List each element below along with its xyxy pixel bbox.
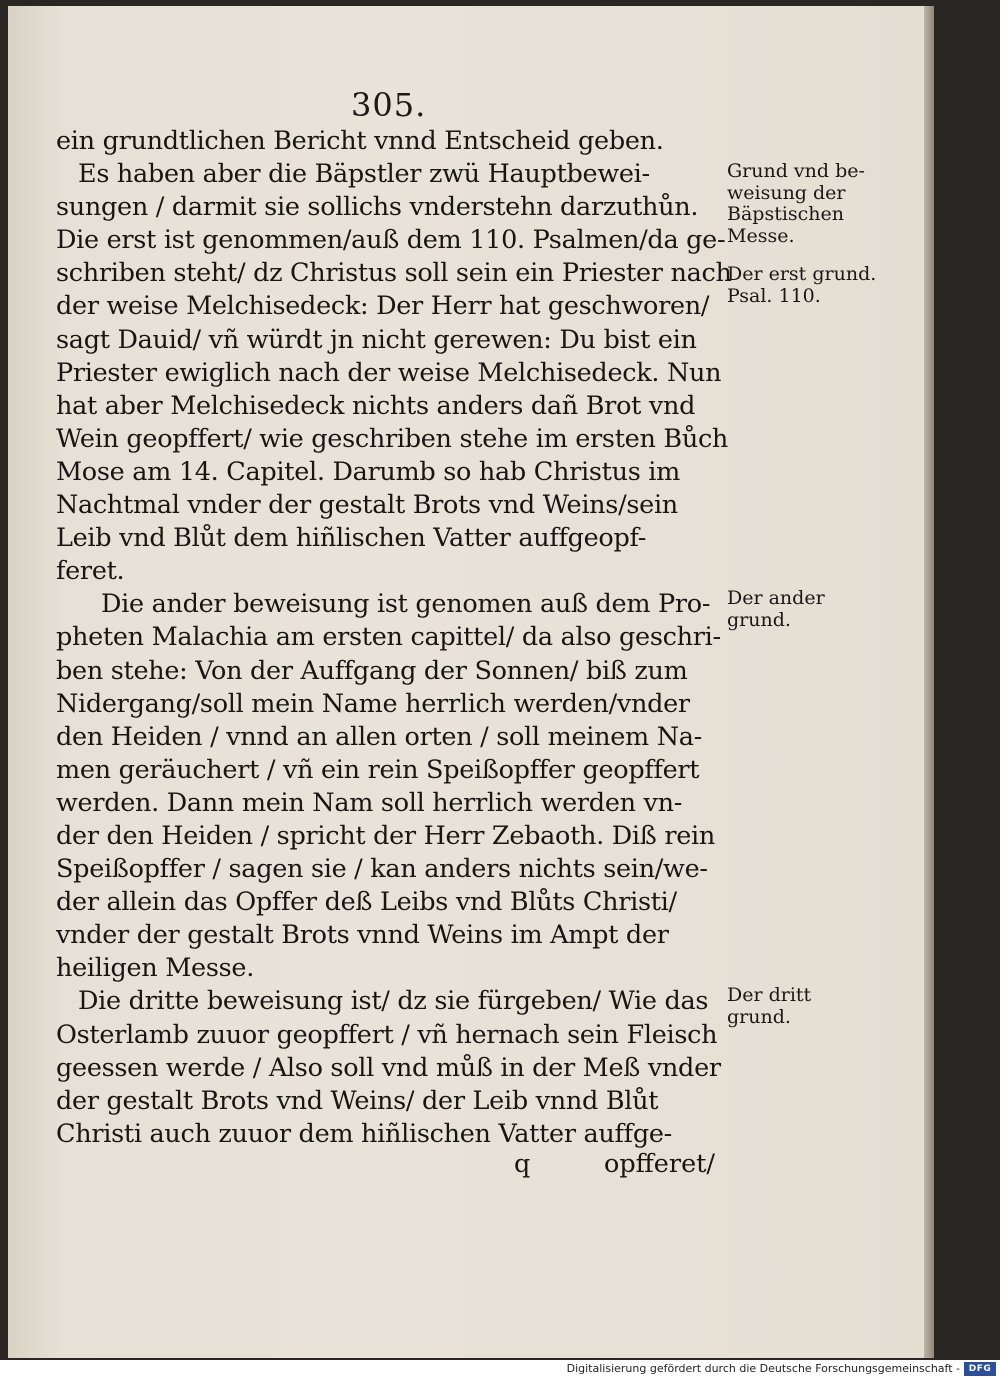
text-line: Die ander beweisung ist genomen auß dem Pro- [101, 589, 711, 620]
text-line: men geräuchert / vñ ein rein Speißopffer geopffert [56, 754, 700, 785]
text-line: der weise Melchisedeck: Der Herr hat geschworen/ [56, 291, 710, 322]
text-line: ben stehe: Von der Auffgang der Sonnen/ biß zum [56, 655, 688, 686]
marginal-line: Der ander [727, 587, 825, 609]
page-number: 305. [351, 86, 427, 124]
text-line: Mose am 14. Capitel. Darumb so hab Christus im [56, 456, 681, 487]
text-line: der allein das Opffer deß Leibs vnd Blůts Christi/ [56, 887, 677, 918]
text-line: werden. Dann mein Nam soll herrlich werden vn- [56, 787, 683, 818]
text-line: ein grundtlichen Bericht vnnd Entscheid geben. [56, 126, 664, 156]
text-line: sagt Dauid/ vñ würdt jn nicht gerewen: Du bist ein [56, 324, 697, 355]
page-edge [924, 6, 934, 1358]
text-line: Es haben aber die Bäpstler zwü Hauptbewei- [78, 159, 650, 190]
text-line: vnder der gestalt Brots vnnd Weins im Ampt der [56, 920, 669, 951]
text-line: Die dritte beweisung ist/ dz sie fürgeben/ Wie das [78, 986, 709, 1017]
text-line: den Heiden / vnnd an allen orten / soll meinem Na- [56, 721, 702, 752]
text-line: schriben steht/ dz Christus soll sein ein Priester nach [56, 258, 732, 289]
text-line: der gestalt Brots vnd Weins/ der Leib vnnd Blůt [56, 1085, 659, 1116]
marginal-line: Der erst grund. [727, 263, 877, 285]
signature-line [56, 1149, 731, 1183]
footer-credit: Digitalisierung gefördert durch die Deutsche Forschungsgemeinschaft - [566, 1362, 960, 1375]
footer-bar [0, 1360, 1000, 1379]
marginal-line: grund. [727, 608, 791, 631]
text-line: der den Heiden / spricht der Herr Zebaoth. Diß rein [56, 820, 715, 851]
marginal-note [727, 161, 892, 247]
text-line: Priester ewiglich nach der weise Melchisedeck. Nun [56, 357, 722, 388]
marginal-line: Messe. [727, 224, 795, 247]
text-line: sungen / darmit sie sollichs vnderstehn darzuthůn. [56, 192, 699, 223]
marginal-note [727, 985, 892, 1028]
marginal-line: grund. [727, 1005, 791, 1028]
text-line: Osterlamb zuuor geopffert / vñ hernach sein Fleisch [56, 1019, 718, 1050]
dfg-logo-icon: DFG [964, 1362, 996, 1376]
text-line: Nidergang/soll mein Name herrlich werden/vnder [56, 688, 690, 719]
main-text-block [56, 125, 731, 1151]
text-line: Leib vnd Blůt dem hiñlischen Vatter auffgeopf- [56, 523, 647, 554]
marginal-note [727, 264, 892, 307]
text-line: Speißopffer / sagen sie / kan anders nichts sein/we- [56, 854, 708, 885]
text-line: Wein geopffert/ wie geschriben stehe im ersten Bůch [56, 423, 729, 454]
marginal-line: Psal. 110. [727, 284, 821, 307]
marginal-line: Grund vnd be- [727, 160, 865, 182]
marginal-line: Der dritt [727, 984, 812, 1006]
text-line: heiligen Messe. [56, 953, 254, 984]
text-line: pheten Malachia am ersten capittel/ da also geschri- [56, 622, 721, 653]
text-line: geessen werde / Also soll vnd můß in der Meß vnder [56, 1052, 721, 1083]
text-line: hat aber Melchisedeck nichts anders dañ Brot vnd [56, 390, 696, 421]
text-line: Nachtmal vnder der gestalt Brots vnd Weins/sein [56, 490, 678, 521]
marginal-note [727, 588, 892, 631]
marginal-line: weisung der [727, 181, 846, 204]
marginal-line: Bäpstischen [727, 203, 845, 225]
text-line: Die erst ist genommen/auß dem 110. Psalmen/da ge- [56, 225, 726, 256]
text-line: feret. [56, 556, 125, 587]
text-line: Christi auch zuuor dem hiñlischen Vatter auffge- [56, 1118, 672, 1149]
signature-mark: q [514, 1149, 531, 1179]
catchword: opfferet/ [604, 1149, 716, 1179]
